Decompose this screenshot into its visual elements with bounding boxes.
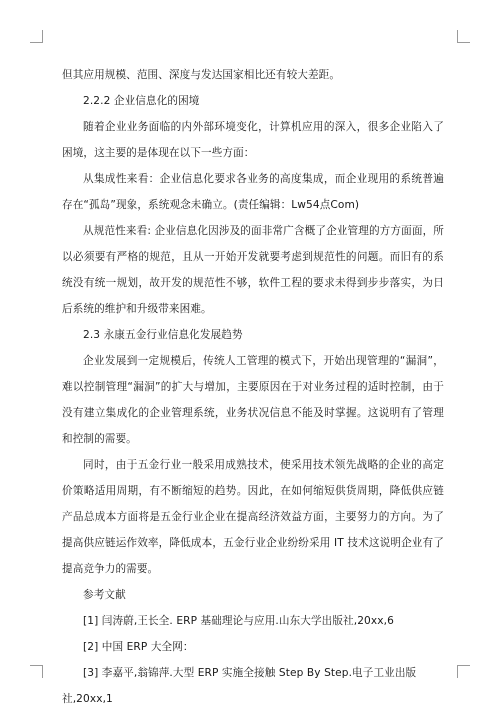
reference-item-continuation: 社,20xx,1 [62,693,113,705]
paragraph-integration: 从集成性来看：企业信息化要求各业务的高度集成，而企业现用的系统普遍存在“孤岛”现象，系统观念未确立。(责任编辑：Lw54点Com) [62,173,444,211]
references-heading: 参考文献 [83,589,126,601]
crop-mark-top-left [30,30,43,43]
paragraph-standardization: 从规范性来看: 企业信息化因涉及的面非常广含概了企业管理的方方面面，所以必须要有严格的规范，且从一开始开发就要考虑到规范性的问题。而旧有的系统没有统一规划，故开发的规范性不够，软件工程的要求未得到步步落实，为日后系统的维护和升级带来困难。 [62,225,444,315]
section-heading-2-3: 2.3 永康五金行业信息化发展趋势 [83,329,243,341]
paragraph-competition: 同时，由于五金行业一般采用成熟技术，使采用技术领先战略的企业的高定价策略适用周期，有不断缩短的趋势。因此，在如何缩短供货周期，降低供应链产品总成本方面将是五金行业企业在提高经济效益方面，主要努力的方向。为了提高供应链运作效率，降低成本，五金行业企业纷纷采用 IT 技术这说明企业有了提高竞争力的需要。 [62,459,444,575]
paragraph-intro: 随着企业业务面临的内外部环境变化，计算机应用的深入，很多企业陷入了困境，这主要的是体现在以下一些方面： [62,121,444,159]
crop-mark-bottom-right [457,665,470,678]
document-body [62,62,444,712]
reference-item: [1] 闫涛蔚,王长全. ERP 基础理论与应用.山东大学出版社,20xx,6 [83,615,394,627]
reference-item: [3] 李嘉平,翁锦萍.大型 ERP 实施全接触 Step By Step.电子工业出版 [83,667,417,679]
section-heading-2-2-2: 2.2.2 企业信息化的困境 [83,95,200,107]
paragraph-continuation: 但其应用规模、范围、深度与发达国家相比还有较大差距。 [62,69,341,81]
crop-mark-top-right [457,30,470,43]
crop-mark-bottom-left [30,665,43,678]
reference-item: [2] 中国 ERP 大全网： [83,641,194,653]
paragraph-management: 企业发展到一定规模后，传统人工管理的模式下，开始出现管理的“漏洞”，难以控制管理“漏洞”的扩大与增加，主要原因在于对业务过程的适时控制，由于没有建立集成化的企业管理系统，业务状况信息不能及时掌握。这说明有了管理和控制的需要。 [62,355,444,445]
